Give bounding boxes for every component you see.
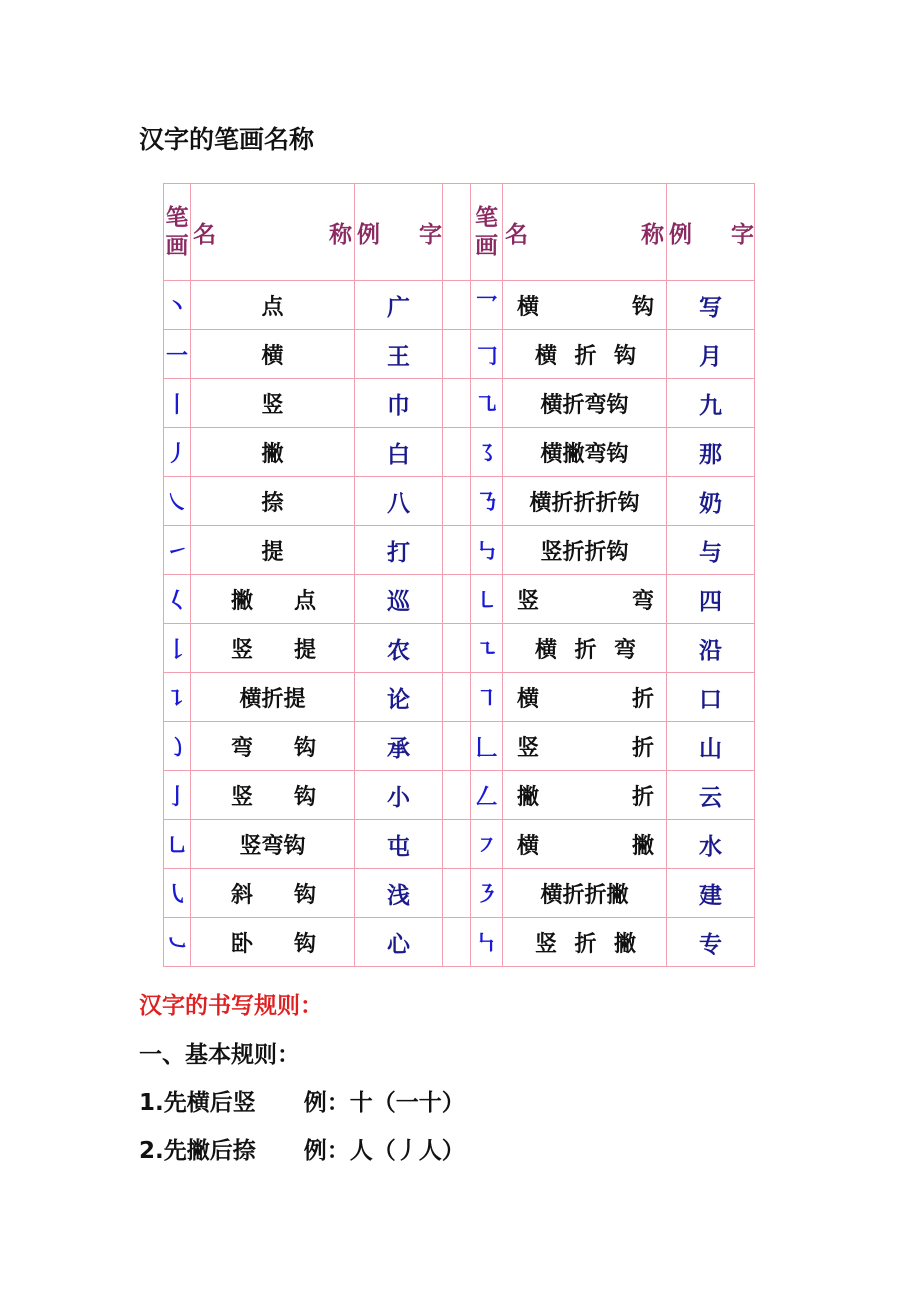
rule-line: 1.先横后竖 例：十（一十） [139, 1090, 465, 1116]
stroke-glyph [471, 624, 503, 673]
stroke-name-part: 撇 [631, 833, 654, 859]
stroke-name-part: 横 [517, 294, 540, 320]
example-char-text: 与 [699, 539, 722, 566]
stroke-name [503, 780, 666, 811]
stroke-name [191, 780, 354, 811]
example-char-text: 山 [699, 735, 722, 762]
stroke-glyph [164, 624, 191, 673]
stroke-name-cell [191, 673, 355, 722]
column-gap [443, 673, 471, 722]
stroke-name-part: 折 [631, 686, 654, 712]
example-char-text: 写 [699, 294, 722, 321]
stroke-glyph [471, 477, 503, 526]
stroke-name-cell [503, 379, 667, 428]
stroke-name: 竖折折钩 [540, 539, 629, 565]
rules-title: 汉字的书写规则： [139, 993, 323, 1019]
example-char-text: 沿 [699, 637, 722, 664]
column-gap [443, 379, 471, 428]
stroke-glyph [164, 869, 191, 918]
stroke-name: 提 [261, 539, 284, 565]
stroke-name-part: 横 [517, 833, 540, 859]
stroke-name-part: 竖 [517, 735, 540, 761]
stroke-name: 撇 [261, 441, 284, 467]
stroke-name-part: 竖 [535, 931, 558, 957]
stroke-glyph-text: 亅 [165, 784, 188, 810]
table-row [164, 722, 755, 771]
example-char-text: 专 [699, 931, 722, 958]
stroke-name-part: 点 [293, 588, 316, 614]
example-char [667, 428, 755, 477]
stroke-glyph-text: ㇀ [165, 539, 188, 565]
stroke-glyph [164, 281, 191, 330]
stroke-name-cell [191, 526, 355, 575]
stroke-name-part: 弯 [631, 588, 654, 614]
stroke-name: 捺 [261, 490, 284, 516]
example-char [355, 477, 443, 526]
stroke-glyph [164, 771, 191, 820]
example-char-text: 奶 [699, 490, 722, 517]
stroke-name-cell [503, 673, 667, 722]
table-row [164, 281, 755, 330]
table-row [164, 624, 755, 673]
example-char-text: 八 [387, 490, 410, 517]
stroke-glyph-text: 𠃋 [475, 784, 498, 810]
stroke-glyph [471, 918, 503, 967]
example-char [667, 526, 755, 575]
stroke-name-part: 撇 [613, 931, 636, 957]
stroke-glyph [471, 281, 503, 330]
stroke-name-cell [191, 918, 355, 967]
stroke-name-cell [191, 428, 355, 477]
example-char-text: 月 [699, 343, 722, 370]
example-char [355, 771, 443, 820]
stroke-name-cell [191, 624, 355, 673]
stroke-glyph [471, 869, 503, 918]
example-char-text: 口 [699, 686, 722, 713]
stroke-name: 横折折撇 [540, 882, 629, 908]
example-char-text: 四 [699, 588, 722, 615]
stroke-glyph [164, 575, 191, 624]
column-gap [443, 526, 471, 575]
column-gap [443, 184, 471, 281]
stroke-name [191, 633, 354, 664]
table-row [164, 673, 755, 722]
stroke-name: 竖 [261, 392, 284, 418]
stroke-name-part: 折 [574, 637, 597, 663]
example-char-text: 小 [387, 784, 410, 811]
rule-line: 2.先撇后捺 例：人（丿人） [139, 1138, 465, 1164]
stroke-name: 横 [261, 343, 284, 369]
stroke-name-part: 钩 [293, 735, 316, 761]
stroke-glyph-text: ㇊ [165, 686, 188, 712]
stroke-glyph-text: ㇈ [475, 392, 498, 418]
example-char-text: 论 [387, 686, 410, 713]
example-char [667, 673, 755, 722]
stroke-glyph-text: 𡿨 [165, 588, 188, 614]
table-row [164, 379, 755, 428]
example-char-text: 打 [387, 539, 410, 566]
stroke-name-cell [503, 575, 667, 624]
example-char [355, 722, 443, 771]
stroke-glyph [471, 722, 503, 771]
stroke-name-cell [503, 526, 667, 575]
example-char [667, 281, 755, 330]
example-char-text: 那 [699, 441, 722, 468]
stroke-glyph-text: ㇋ [475, 882, 498, 908]
stroke-glyph-text: ㇡ [475, 490, 498, 516]
stroke-glyph [164, 330, 191, 379]
stroke-glyph-text: ㇂ [165, 882, 188, 908]
stroke-name [503, 829, 666, 860]
stroke-name-cell [191, 820, 355, 869]
stroke-glyph [164, 918, 191, 967]
stroke-glyph-text: 丿 [165, 441, 188, 467]
stroke-glyph-text: ㇉ [475, 539, 498, 565]
stroke-glyph [164, 526, 191, 575]
stroke-name-cell [503, 624, 667, 673]
example-char [667, 624, 755, 673]
stroke-glyph-text: 乛 [475, 294, 498, 320]
stroke-name-part: 斜 [231, 882, 254, 908]
stroke-name [191, 731, 354, 762]
stroke-glyph [164, 477, 191, 526]
stroke-glyph [471, 820, 503, 869]
rule-line: 一、基本规则： [139, 1042, 300, 1068]
example-char [667, 820, 755, 869]
stroke-name-cell [503, 428, 667, 477]
stroke-name-cell [503, 918, 667, 967]
stroke-name [503, 290, 666, 321]
table-row [164, 526, 755, 575]
stroke-name: 横折折折钩 [529, 490, 640, 516]
stroke-name-part: 折 [574, 343, 597, 369]
column-gap [443, 771, 471, 820]
header-stroke: 笔 画 [164, 184, 191, 281]
example-char [667, 575, 755, 624]
stroke-name-cell [503, 477, 667, 526]
stroke-name-part: 横 [535, 637, 558, 663]
stroke-name-cell [191, 869, 355, 918]
example-char-text: 浅 [387, 882, 410, 909]
stroke-name [191, 927, 354, 958]
example-char [355, 575, 443, 624]
example-char [667, 330, 755, 379]
stroke-name [503, 339, 666, 370]
example-char [667, 477, 755, 526]
example-char [667, 722, 755, 771]
stroke-name [503, 633, 666, 664]
column-gap [443, 330, 471, 379]
stroke-glyph [471, 330, 503, 379]
table-row [164, 771, 755, 820]
stroke-name [503, 682, 666, 713]
stroke-glyph [471, 526, 503, 575]
column-gap [443, 722, 471, 771]
stroke-name-cell [191, 575, 355, 624]
column-gap [443, 428, 471, 477]
stroke-glyph [164, 820, 191, 869]
stroke-names-table [163, 183, 755, 967]
stroke-glyph-text: 丶 [165, 294, 188, 320]
stroke-name [191, 878, 354, 909]
stroke-glyph-text: 𠃊 [475, 735, 498, 761]
example-char [355, 869, 443, 918]
example-char [667, 869, 755, 918]
header-example: 例 字 [355, 184, 443, 281]
example-char-text: 广 [387, 294, 410, 321]
table-row [164, 428, 755, 477]
stroke-name-cell [503, 869, 667, 918]
stroke-name-cell [191, 477, 355, 526]
table-header-row [164, 184, 755, 281]
stroke-name-cell [191, 379, 355, 428]
example-char-text: 心 [387, 931, 410, 958]
stroke-name-part: 钩 [631, 294, 654, 320]
example-char-text: 九 [699, 392, 722, 419]
stroke-name-part: 横 [535, 343, 558, 369]
stroke-name-part: 折 [631, 784, 654, 810]
stroke-glyph-text: 𠃌 [475, 343, 498, 369]
stroke-name-part: 折 [574, 931, 597, 957]
stroke-glyph [471, 428, 503, 477]
stroke-name-cell [503, 281, 667, 330]
example-char-text: 王 [387, 343, 410, 370]
table-row [164, 575, 755, 624]
stroke-glyph-text: ㇍ [475, 637, 498, 663]
stroke-glyph-text: 一 [165, 343, 188, 369]
stroke-name-part: 撇 [231, 588, 254, 614]
example-char [355, 526, 443, 575]
stroke-name-part: 竖 [231, 784, 254, 810]
example-char [355, 428, 443, 477]
stroke-name: 竖弯钩 [239, 833, 306, 859]
stroke-name: 横折提 [239, 686, 306, 712]
page-title: 汉字的笔画名称 [139, 125, 315, 154]
stroke-glyph-text: ㇄ [475, 588, 498, 614]
stroke-glyph-text: ㇃ [165, 931, 188, 957]
example-char-text: 建 [699, 882, 722, 909]
stroke-name-part: 钩 [293, 931, 316, 957]
stroke-glyph [164, 673, 191, 722]
table-row [164, 918, 755, 967]
stroke-name-cell [503, 771, 667, 820]
stroke-glyph-text: ㇌ [475, 441, 498, 467]
stroke-glyph-text: ㇁ [165, 735, 188, 761]
stroke-glyph-text: ㇟ [165, 833, 188, 859]
stroke-name-cell [503, 820, 667, 869]
header-name: 名 称 [503, 184, 667, 281]
column-gap [443, 477, 471, 526]
stroke-name-part: 提 [293, 637, 316, 663]
table-row [164, 477, 755, 526]
stroke-name [503, 927, 666, 958]
example-char-text: 农 [387, 637, 410, 664]
stroke-name-cell [191, 722, 355, 771]
example-char [355, 281, 443, 330]
stroke-glyph [164, 722, 191, 771]
stroke-name-cell [503, 330, 667, 379]
example-char [355, 918, 443, 967]
stroke-name [503, 731, 666, 762]
stroke-name-cell [191, 771, 355, 820]
example-char-text: 屯 [387, 833, 410, 860]
stroke-name-part: 撇 [517, 784, 540, 810]
stroke-glyph [471, 379, 503, 428]
column-gap [443, 281, 471, 330]
column-gap [443, 918, 471, 967]
table-row [164, 820, 755, 869]
example-char [355, 673, 443, 722]
example-char-text: 白 [387, 441, 410, 468]
stroke-name-part: 钩 [293, 784, 316, 810]
stroke-name-cell [191, 281, 355, 330]
stroke-name-part: 弯 [231, 735, 254, 761]
example-char [355, 379, 443, 428]
example-char [667, 379, 755, 428]
stroke-glyph [471, 771, 503, 820]
stroke-name-part: 卧 [231, 931, 254, 957]
stroke-glyph [471, 673, 503, 722]
example-char [355, 820, 443, 869]
example-char [355, 330, 443, 379]
column-gap [443, 624, 471, 673]
stroke-glyph-text: 𠄌 [165, 637, 188, 663]
stroke-name: 点 [261, 294, 284, 320]
example-char-text: 巡 [387, 588, 410, 615]
example-char-text: 巾 [387, 392, 410, 419]
stroke-name-part: 弯 [613, 637, 636, 663]
stroke-glyph [164, 379, 191, 428]
stroke-name-part: 钩 [613, 343, 636, 369]
stroke-name-part: 折 [631, 735, 654, 761]
stroke-name-cell [503, 722, 667, 771]
example-char [667, 771, 755, 820]
header-example: 例 字 [667, 184, 755, 281]
header-name: 名 称 [191, 184, 355, 281]
stroke-name [503, 584, 666, 615]
example-char [355, 624, 443, 673]
table-row [164, 869, 755, 918]
example-char [667, 918, 755, 967]
column-gap [443, 869, 471, 918]
stroke-name-cell [191, 330, 355, 379]
stroke-name-part: 钩 [293, 882, 316, 908]
example-char-text: 云 [699, 784, 722, 811]
header-stroke: 笔 画 [471, 184, 503, 281]
stroke-glyph-text: ㇕ [475, 686, 498, 712]
stroke-name: 横折弯钩 [540, 392, 629, 418]
column-gap [443, 575, 471, 624]
stroke-glyph-text: ㇏ [165, 490, 188, 516]
stroke-name: 横撇弯钩 [540, 441, 629, 467]
column-gap [443, 820, 471, 869]
stroke-name-part: 竖 [517, 588, 540, 614]
example-char-text: 承 [387, 735, 410, 762]
table-row [164, 330, 755, 379]
stroke-glyph [471, 575, 503, 624]
example-char-text: 水 [699, 833, 722, 860]
stroke-glyph-text: ㇞ [475, 931, 498, 957]
stroke-name-part: 横 [517, 686, 540, 712]
stroke-glyph [164, 428, 191, 477]
stroke-name [191, 584, 354, 615]
stroke-name-part: 竖 [231, 637, 254, 663]
stroke-glyph-text: 丨 [165, 392, 188, 418]
stroke-glyph-text: ㇇ [475, 833, 498, 859]
